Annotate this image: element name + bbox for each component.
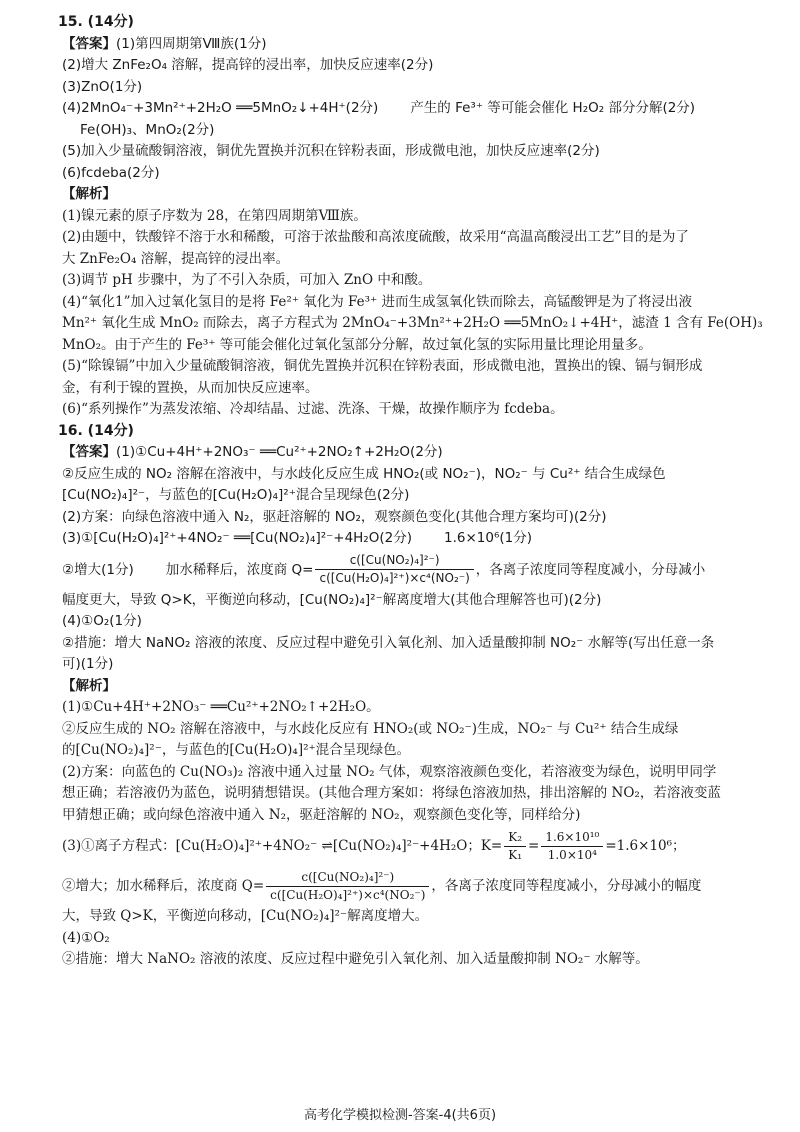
q-numerator: c([Cu(NO₂)₄]²⁻)	[315, 553, 473, 570]
q15-answer-2: (2)增大 ZnFe₂O₄ 溶解，提高锌的浸出率，加快反应速率(2分)	[62, 57, 434, 73]
q16-answer-4b1: ②措施：增大 NaNO₂ 溶液的浓度、反应过程中避免引入氧化剂、加入适量酸抑制 NO₂⁻ 水解等(写出任意一条	[62, 634, 715, 651]
q15-answer-5: (5)加入少量硫酸铜溶液，铜优先置换并沉积在锌粉表面，形成微电池，加快反应速率(2分)	[62, 143, 600, 159]
q15-answer-1: (1)第四周期第Ⅷ族(1分)	[116, 35, 267, 52]
q15-explanation-5a: (5)“除镍镉”中加入少量硫酸铜溶液，铜优先置换并沉积在锌粉表面，形成微电池，置换出的镍、镉与铜形成	[62, 358, 703, 374]
q15-answer-4b: 产生的 Fe³⁺ 等可能会催化 H₂O₂ 部分分解(2分)	[410, 100, 696, 116]
q15-explanation-3: (3)调节 pH 步骤中，为了不引入杂质，可加入 ZnO 中和酸。	[62, 272, 432, 288]
q16-explanation-3b-post: ，各离子浓度同等程度减小，分母减小的幅度	[431, 878, 702, 894]
q16-answer-3b-pre: ②增大(1分)	[62, 561, 134, 578]
q15-answer-6: (6)fcdeba(2分)	[62, 164, 160, 181]
q16-explanation-3-pre: (3)①离子方程式：[Cu(H₂O)₄]²⁺+4NO₂⁻ ⇌[Cu(NO₂)₄]²⁻+4H₂O；K=	[62, 838, 503, 854]
q16-answer-header: 【答案】	[62, 444, 116, 460]
q16-answer-4: (4)①O₂(1分)	[62, 613, 142, 629]
q15-explanation-4b: Mn²⁺ 氧化生成 MnO₂ 而除去，离子方程式为 2MnO₄⁻+3Mn²⁺+2H₂O ══5MnO₂↓+4H⁺，滤渣 1 含有 Fe(OH)₃	[62, 315, 763, 331]
q16-explanation-2c: 甲猜想正确；或向绿色溶液中通入 N₂，驱赶溶解的 NO₂，观察颜色变化等，同样给分)	[62, 806, 581, 823]
answer-page	[58, 12, 773, 971]
q-exp-numerator: c([Cu(NO₂)₄]²⁻)	[266, 870, 429, 887]
q16-explanation-1: (1)①Cu+4H⁺+2NO₃⁻ ══Cu²⁺+2NO₂↑+2H₂O。	[62, 699, 380, 715]
q16-answer-3b2: 幅度更大，导致 Q>K，平衡逆向移动，[Cu(NO₂)₄]²⁻解离度增大(其他合理解答也可)(2分)	[62, 591, 602, 608]
q16-explanation-4: (4)①O₂	[62, 929, 110, 946]
q15-answer-4c: Fe(OH)₃、MnO₂(2分)	[80, 121, 215, 138]
k-denominator: K₁	[508, 848, 523, 862]
q16-answer-1: (1)①Cu+4H⁺+2NO₃⁻ ══Cu²⁺+2NO₂↑+2H₂O(2分)	[116, 444, 443, 460]
k-numerator: K₂	[504, 830, 526, 847]
q16-explanation-2b: 想正确；若溶液仍为蓝色，说明猜想错误。(其他合理方案如：将绿色溶液加热，排出溶解的 NO₂，若溶液变蓝	[62, 785, 721, 801]
q16-explanation-3b-pre: ②增大；加水稀释后，浓度商 Q=	[62, 878, 265, 894]
q-denominator: c([Cu(H₂O)₄]²⁺)×c⁴(NO₂⁻)	[319, 571, 470, 585]
q16-answer-3b-post: ，各离子浓度同等程度减小，分母减小	[475, 561, 706, 578]
q-exp-denominator: c([Cu(H₂O)₄]²⁺)×c⁴(NO₂⁻)	[270, 888, 426, 902]
q15-explanation-6: (6)“系列操作”为蒸发浓缩、冷却结晶、过滤、洗涤、干燥，故操作顺序为 fcdeba。	[62, 401, 564, 417]
q15-answer-4a: (4)2MnO₄⁻+3Mn²⁺+2H₂O ══5MnO₂↓+4H⁺(2分)	[62, 100, 379, 116]
q16-answer-1b1: ②反应生成的 NO₂ 溶解在溶液中，与水歧化反应生成 HNO₂(或 NO₂⁻)，NO₂⁻ 与 Cu²⁺ 结合生成绿色	[62, 465, 666, 482]
q16-explanation-3b2: 大，导致 Q>K，平衡逆向移动，[Cu(NO₂)₄]²⁻解离度增大。	[62, 908, 429, 924]
q15-explanation-4c: MnO₂。由于产生的 Fe³⁺ 等可能会催化过氧化氢部分分解，故过氧化氢的实际用量比理论用量多。	[62, 336, 652, 353]
q16-answer-q-fraction	[315, 553, 473, 586]
q15-answer-header: 【答案】	[62, 35, 116, 52]
q16-explanation-3-post: =1.6×10⁶；	[605, 838, 686, 854]
k-ratio-fraction	[504, 830, 526, 863]
q16-answer-1b2: [Cu(NO₂)₄]²⁻，与蓝色的[Cu(H₂O)₄]²⁺混合呈现绿色(2分)	[62, 487, 410, 503]
page-footer: 高考化学模拟检测-答案-4(共6页)	[303, 1108, 497, 1123]
q16-answer-2: (2)方案：向绿色溶液中通入 N₂，驱赶溶解的 NO₂，观察颜色变化(其他合理方案均可)(2分)	[62, 508, 607, 525]
k-value-numerator: 1.6×10¹⁰	[541, 830, 603, 847]
q15-explanation-5b: 金，有利于镍的置换，从而加快反应速率。	[62, 379, 319, 396]
q15-answer-3: (3)ZnO(1分)	[62, 78, 143, 95]
q16-title: 16. (14分)	[58, 422, 134, 439]
q16-answer-3b-mid: 加水稀释后，浓度商 Q=	[165, 561, 314, 578]
q15-explanation-header: 【解析】	[62, 186, 116, 202]
q16-explanation-4b: ②措施：增大 NaNO₂ 溶液的浓度、反应过程中避免引入氧化剂、加入适量酸抑制 NO₂⁻ 水解等。	[62, 951, 649, 967]
q16-answer-3a: (3)①[Cu(H₂O)₄]²⁺+4NO₂⁻ ══[Cu(NO₂)₄]²⁻+4H₂O(2分)	[62, 530, 412, 546]
q16-answer-4b2: 可)(1分)	[62, 656, 114, 672]
q-fraction-explanation	[266, 870, 429, 903]
k-value-fraction	[541, 830, 603, 863]
q16-explanation-3-eq: =	[528, 838, 540, 854]
q15-explanation-1: (1)镍元素的原子序数为 28，在第四周期第Ⅷ族。	[62, 207, 367, 224]
q16-explanation-2a: (2)方案：向蓝色的 Cu(NO₃)₂ 溶液中通入过量 NO₂ 气体，观察溶液颜色变化，若溶液变为绿色，说明甲同学	[62, 763, 717, 780]
q15-explanation-2b: 大 ZnFe₂O₄ 溶解，提高锌的浸出率。	[62, 250, 290, 267]
q16-explanation-header: 【解析】	[62, 677, 116, 694]
q15-explanation-2a: (2)由题中，铁酸锌不溶于水和稀酸，可溶于浓盐酸和高浓度硫酸，故采用“高温高酸浸出工艺”目的是为了	[62, 229, 689, 245]
k-value-denominator: 1.0×10⁴	[547, 848, 597, 862]
q16-explanation-1b1: ②反应生成的 NO₂ 溶解在溶液中，与水歧化反应有 HNO₂(或 NO₂⁻)生成，NO₂⁻ 与 Cu²⁺ 结合生成绿	[62, 720, 679, 737]
q16-answer-3a-k: 1.6×10⁶(1分)	[443, 530, 532, 546]
q16-explanation-1b2: 的[Cu(NO₂)₄]²⁻，与蓝色的[Cu(H₂O)₄]²⁺混合呈现绿色。	[62, 742, 411, 758]
q15-explanation-4a: (4)“氧化1”加入过氧化氢目的是将 Fe²⁺ 氧化为 Fe³⁺ 进而生成氢氧化铁而除去，高锰酸钾是为了将浸出液	[62, 293, 692, 310]
q15-title: 15. (14分)	[58, 14, 134, 30]
